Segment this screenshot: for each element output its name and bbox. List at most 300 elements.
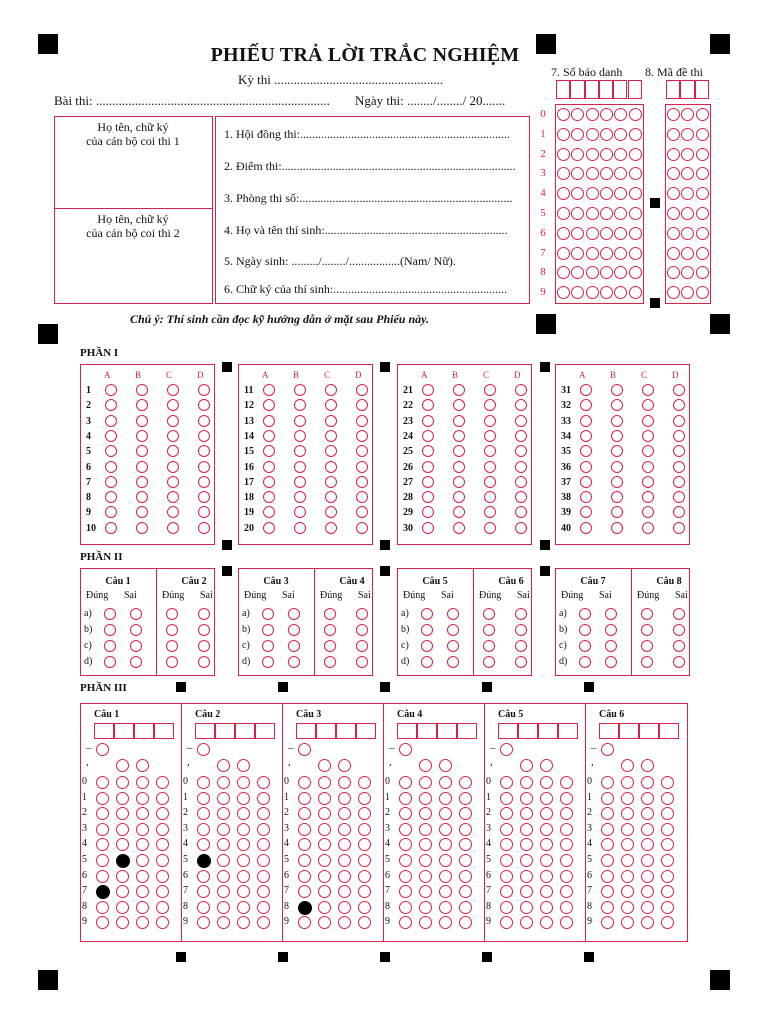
digit-bubble[interactable] (459, 823, 472, 836)
answer-bubble[interactable] (484, 491, 496, 503)
false-bubble[interactable] (288, 624, 300, 636)
digit-bubble[interactable] (419, 823, 432, 836)
answer-bubble[interactable] (105, 522, 117, 534)
answer-bubble[interactable] (198, 491, 210, 503)
answer-bubble[interactable] (642, 522, 654, 534)
answer-bubble[interactable] (642, 491, 654, 503)
digit-bubble[interactable] (257, 776, 270, 789)
digit-bubble[interactable] (641, 823, 654, 836)
answer-box[interactable] (296, 723, 316, 739)
test-code-bubble[interactable] (696, 286, 709, 299)
candidate-number-bubble[interactable] (586, 187, 599, 200)
comma-bubble[interactable] (338, 759, 351, 772)
digit-bubble[interactable] (540, 901, 553, 914)
candidate-number-bubble[interactable] (557, 148, 570, 161)
candidate-number-box[interactable] (570, 80, 584, 99)
digit-bubble[interactable] (358, 792, 371, 805)
true-bubble[interactable] (166, 608, 178, 620)
answer-bubble[interactable] (294, 476, 306, 488)
digit-bubble[interactable] (116, 792, 129, 805)
answer-bubble[interactable] (611, 461, 623, 473)
candidate-number-bubble[interactable] (600, 108, 613, 121)
true-bubble[interactable] (262, 656, 274, 668)
digit-bubble[interactable] (661, 823, 674, 836)
digit-bubble[interactable] (257, 854, 270, 867)
true-bubble[interactable] (421, 624, 433, 636)
answer-bubble[interactable] (580, 384, 592, 396)
digit-bubble[interactable] (338, 901, 351, 914)
comma-bubble[interactable] (136, 759, 149, 772)
test-code-bubble[interactable] (667, 247, 680, 260)
digit-bubble[interactable] (560, 854, 573, 867)
candidate-number-bubble[interactable] (629, 227, 642, 240)
digit-bubble[interactable] (560, 823, 573, 836)
candidate-number-bubble[interactable] (586, 207, 599, 220)
digit-bubble[interactable] (96, 792, 109, 805)
digit-bubble[interactable] (439, 823, 452, 836)
candidate-number-box[interactable] (628, 80, 642, 99)
true-bubble[interactable] (421, 608, 433, 620)
digit-bubble[interactable] (318, 792, 331, 805)
digit-bubble[interactable] (621, 901, 634, 914)
false-bubble[interactable] (130, 656, 142, 668)
true-bubble[interactable] (262, 624, 274, 636)
candidate-number-bubble[interactable] (614, 227, 627, 240)
digit-bubble[interactable] (358, 776, 371, 789)
test-code-bubble[interactable] (696, 247, 709, 260)
digit-bubble[interactable] (116, 870, 129, 883)
comma-bubble[interactable] (520, 759, 533, 772)
digit-bubble[interactable] (217, 854, 230, 867)
digit-bubble[interactable] (298, 776, 311, 789)
candidate-number-bubble[interactable] (614, 247, 627, 260)
digit-bubble[interactable] (399, 870, 412, 883)
candidate-number-bubble[interactable] (629, 128, 642, 141)
answer-bubble[interactable] (198, 415, 210, 427)
comma-bubble[interactable] (419, 759, 432, 772)
answer-bubble[interactable] (515, 430, 527, 442)
digit-bubble[interactable] (96, 823, 109, 836)
false-bubble[interactable] (198, 608, 210, 620)
digit-bubble[interactable] (116, 776, 129, 789)
answer-bubble[interactable] (580, 461, 592, 473)
minus-bubble[interactable] (298, 743, 311, 756)
true-bubble[interactable] (262, 608, 274, 620)
comma-bubble[interactable] (439, 759, 452, 772)
false-bubble[interactable] (673, 624, 685, 636)
answer-box[interactable] (336, 723, 356, 739)
answer-bubble[interactable] (294, 491, 306, 503)
digit-bubble[interactable] (439, 776, 452, 789)
comma-bubble[interactable] (641, 759, 654, 772)
answer-bubble[interactable] (325, 461, 337, 473)
answer-bubble[interactable] (136, 491, 148, 503)
digit-bubble[interactable] (338, 823, 351, 836)
comma-bubble[interactable] (540, 759, 553, 772)
digit-bubble[interactable] (197, 901, 210, 914)
true-bubble[interactable] (166, 624, 178, 636)
digit-bubble[interactable] (601, 823, 614, 836)
digit-bubble[interactable] (217, 823, 230, 836)
answer-bubble[interactable] (611, 415, 623, 427)
answer-bubble[interactable] (294, 384, 306, 396)
true-bubble[interactable] (421, 656, 433, 668)
true-bubble[interactable] (483, 608, 495, 620)
digit-bubble[interactable] (399, 901, 412, 914)
answer-bubble[interactable] (356, 461, 368, 473)
answer-bubble[interactable] (263, 491, 275, 503)
true-bubble[interactable] (483, 640, 495, 652)
candidate-number-bubble[interactable] (629, 247, 642, 260)
digit-bubble[interactable] (439, 854, 452, 867)
digit-bubble[interactable] (520, 854, 533, 867)
false-bubble[interactable] (605, 640, 617, 652)
answer-bubble[interactable] (515, 461, 527, 473)
false-bubble[interactable] (198, 640, 210, 652)
digit-bubble[interactable] (298, 870, 311, 883)
digit-bubble[interactable] (399, 854, 412, 867)
digit-bubble[interactable] (217, 776, 230, 789)
answer-bubble[interactable] (673, 461, 685, 473)
info-field-signature[interactable]: 6. Chữ ký của thí sinh:.......................................................... (224, 282, 508, 296)
false-bubble[interactable] (673, 656, 685, 668)
digit-bubble[interactable] (621, 870, 634, 883)
info-field-room[interactable]: 3. Phòng thi số:....................................................................... (224, 191, 513, 205)
answer-bubble[interactable] (356, 384, 368, 396)
digit-bubble[interactable] (156, 792, 169, 805)
digit-bubble[interactable] (197, 776, 210, 789)
digit-bubble[interactable] (358, 854, 371, 867)
comma-bubble[interactable] (318, 759, 331, 772)
false-bubble[interactable] (356, 624, 368, 636)
digit-bubble[interactable] (560, 776, 573, 789)
true-bubble[interactable] (166, 640, 178, 652)
candidate-number-box[interactable] (556, 80, 570, 99)
true-bubble[interactable] (104, 656, 116, 668)
true-bubble[interactable] (324, 656, 336, 668)
candidate-number-bubble[interactable] (600, 227, 613, 240)
minus-bubble[interactable] (601, 743, 614, 756)
info-field-site[interactable]: 2. Điểm thi:.............................................................................. (224, 159, 516, 173)
digit-bubble[interactable] (459, 792, 472, 805)
answer-bubble[interactable] (198, 476, 210, 488)
digit-bubble[interactable] (601, 870, 614, 883)
answer-bubble[interactable] (167, 461, 179, 473)
answer-bubble[interactable] (167, 415, 179, 427)
answer-bubble[interactable] (453, 491, 465, 503)
answer-bubble[interactable] (105, 415, 117, 427)
true-bubble[interactable] (421, 640, 433, 652)
answer-bubble[interactable] (263, 461, 275, 473)
answer-box[interactable] (619, 723, 639, 739)
digit-bubble[interactable] (500, 776, 513, 789)
exam-date-field[interactable]: Ngày thi: ......../......../ 20....... (355, 93, 506, 108)
answer-box[interactable] (518, 723, 538, 739)
answer-bubble[interactable] (515, 522, 527, 534)
true-bubble[interactable] (641, 656, 653, 668)
answer-bubble[interactable] (642, 461, 654, 473)
candidate-number-bubble[interactable] (586, 128, 599, 141)
digit-bubble[interactable] (257, 792, 270, 805)
answer-bubble[interactable] (136, 415, 148, 427)
minus-bubble[interactable] (399, 743, 412, 756)
digit-bubble[interactable] (318, 854, 331, 867)
false-bubble[interactable] (130, 640, 142, 652)
digit-bubble[interactable] (257, 870, 270, 883)
answer-bubble[interactable] (453, 522, 465, 534)
answer-bubble[interactable] (263, 476, 275, 488)
true-bubble[interactable] (104, 640, 116, 652)
filled-bubble[interactable] (197, 854, 211, 868)
answer-bubble[interactable] (167, 384, 179, 396)
answer-box[interactable] (316, 723, 336, 739)
digit-bubble[interactable] (399, 776, 412, 789)
answer-bubble[interactable] (198, 461, 210, 473)
answer-bubble[interactable] (294, 430, 306, 442)
digit-bubble[interactable] (419, 901, 432, 914)
comma-bubble[interactable] (621, 759, 634, 772)
digit-bubble[interactable] (197, 823, 210, 836)
false-bubble[interactable] (515, 608, 527, 620)
digit-bubble[interactable] (96, 854, 109, 867)
filled-bubble[interactable] (116, 854, 130, 868)
answer-bubble[interactable] (642, 415, 654, 427)
answer-bubble[interactable] (673, 522, 685, 534)
false-bubble[interactable] (605, 656, 617, 668)
false-bubble[interactable] (288, 640, 300, 652)
digit-bubble[interactable] (661, 901, 674, 914)
answer-bubble[interactable] (105, 491, 117, 503)
candidate-number-bubble[interactable] (571, 247, 584, 260)
answer-box[interactable] (538, 723, 558, 739)
answer-bubble[interactable] (611, 522, 623, 534)
digit-bubble[interactable] (419, 870, 432, 883)
answer-bubble[interactable] (673, 415, 685, 427)
test-code-box[interactable] (666, 80, 680, 99)
test-code-box[interactable] (680, 80, 694, 99)
test-code-bubble[interactable] (667, 207, 680, 220)
false-bubble[interactable] (198, 656, 210, 668)
digit-bubble[interactable] (500, 792, 513, 805)
digit-bubble[interactable] (298, 792, 311, 805)
digit-bubble[interactable] (439, 792, 452, 805)
digit-bubble[interactable] (136, 792, 149, 805)
answer-bubble[interactable] (325, 384, 337, 396)
candidate-number-bubble[interactable] (629, 187, 642, 200)
digit-bubble[interactable] (156, 823, 169, 836)
digit-bubble[interactable] (197, 870, 210, 883)
answer-box[interactable] (154, 723, 174, 739)
true-bubble[interactable] (324, 624, 336, 636)
digit-bubble[interactable] (459, 901, 472, 914)
candidate-number-bubble[interactable] (600, 207, 613, 220)
digit-bubble[interactable] (358, 870, 371, 883)
answer-box[interactable] (215, 723, 235, 739)
true-bubble[interactable] (483, 624, 495, 636)
candidate-number-bubble[interactable] (629, 207, 642, 220)
false-bubble[interactable] (356, 608, 368, 620)
answer-bubble[interactable] (453, 430, 465, 442)
answer-bubble[interactable] (263, 430, 275, 442)
digit-bubble[interactable] (661, 792, 674, 805)
answer-bubble[interactable] (263, 415, 275, 427)
digit-bubble[interactable] (116, 823, 129, 836)
digit-bubble[interactable] (621, 792, 634, 805)
answer-bubble[interactable] (136, 430, 148, 442)
answer-bubble[interactable] (580, 476, 592, 488)
digit-bubble[interactable] (641, 870, 654, 883)
exam-name-field[interactable]: Kỳ thi .................................................... (238, 72, 444, 87)
comma-bubble[interactable] (116, 759, 129, 772)
false-bubble[interactable] (130, 608, 142, 620)
answer-bubble[interactable] (198, 430, 210, 442)
false-bubble[interactable] (288, 608, 300, 620)
answer-bubble[interactable] (136, 522, 148, 534)
answer-bubble[interactable] (673, 491, 685, 503)
digit-bubble[interactable] (116, 901, 129, 914)
answer-box[interactable] (195, 723, 215, 739)
digit-bubble[interactable] (156, 854, 169, 867)
answer-bubble[interactable] (673, 384, 685, 396)
true-bubble[interactable] (579, 608, 591, 620)
test-code-bubble[interactable] (681, 247, 694, 260)
digit-bubble[interactable] (419, 854, 432, 867)
digit-bubble[interactable] (136, 854, 149, 867)
answer-box[interactable] (599, 723, 619, 739)
digit-bubble[interactable] (601, 792, 614, 805)
answer-bubble[interactable] (167, 491, 179, 503)
digit-bubble[interactable] (641, 901, 654, 914)
digit-bubble[interactable] (237, 870, 250, 883)
test-code-bubble[interactable] (696, 108, 709, 121)
false-bubble[interactable] (447, 608, 459, 620)
digit-bubble[interactable] (520, 776, 533, 789)
answer-box[interactable] (457, 723, 477, 739)
answer-bubble[interactable] (356, 476, 368, 488)
digit-bubble[interactable] (459, 776, 472, 789)
candidate-number-bubble[interactable] (629, 286, 642, 299)
answer-box[interactable] (114, 723, 134, 739)
true-bubble[interactable] (324, 640, 336, 652)
answer-bubble[interactable] (611, 491, 623, 503)
answer-bubble[interactable] (294, 522, 306, 534)
candidate-number-bubble[interactable] (614, 128, 627, 141)
comma-bubble[interactable] (217, 759, 230, 772)
digit-bubble[interactable] (520, 870, 533, 883)
candidate-number-box[interactable] (599, 80, 613, 99)
answer-bubble[interactable] (580, 430, 592, 442)
candidate-number-bubble[interactable] (614, 148, 627, 161)
test-code-bubble[interactable] (681, 148, 694, 161)
answer-box[interactable] (498, 723, 518, 739)
test-code-bubble[interactable] (667, 108, 680, 121)
answer-bubble[interactable] (422, 476, 434, 488)
answer-bubble[interactable] (515, 384, 527, 396)
answer-bubble[interactable] (642, 384, 654, 396)
info-field-council[interactable]: 1. Hội đồng thi:...................................................................... (224, 127, 511, 141)
answer-bubble[interactable] (356, 491, 368, 503)
digit-bubble[interactable] (500, 823, 513, 836)
digit-bubble[interactable] (661, 870, 674, 883)
true-bubble[interactable] (166, 656, 178, 668)
answer-bubble[interactable] (422, 384, 434, 396)
digit-bubble[interactable] (257, 823, 270, 836)
test-code-bubble[interactable] (667, 227, 680, 240)
answer-bubble[interactable] (325, 491, 337, 503)
digit-bubble[interactable] (601, 901, 614, 914)
true-bubble[interactable] (262, 640, 274, 652)
test-code-bubble[interactable] (696, 187, 709, 200)
digit-bubble[interactable] (318, 870, 331, 883)
false-bubble[interactable] (356, 656, 368, 668)
candidate-number-box[interactable] (585, 80, 599, 99)
candidate-number-bubble[interactable] (586, 266, 599, 279)
test-code-bubble[interactable] (696, 148, 709, 161)
answer-bubble[interactable] (484, 522, 496, 534)
answer-bubble[interactable] (105, 430, 117, 442)
digit-bubble[interactable] (641, 792, 654, 805)
false-bubble[interactable] (198, 624, 210, 636)
test-code-box[interactable] (695, 80, 709, 99)
digit-bubble[interactable] (601, 854, 614, 867)
candidate-number-bubble[interactable] (557, 108, 570, 121)
digit-bubble[interactable] (540, 823, 553, 836)
digit-bubble[interactable] (96, 870, 109, 883)
false-bubble[interactable] (515, 640, 527, 652)
answer-box[interactable] (235, 723, 255, 739)
digit-bubble[interactable] (540, 792, 553, 805)
digit-bubble[interactable] (500, 854, 513, 867)
candidate-number-bubble[interactable] (586, 227, 599, 240)
digit-bubble[interactable] (136, 901, 149, 914)
answer-bubble[interactable] (136, 476, 148, 488)
answer-bubble[interactable] (611, 430, 623, 442)
digit-bubble[interactable] (358, 901, 371, 914)
answer-box[interactable] (255, 723, 275, 739)
true-bubble[interactable] (483, 656, 495, 668)
digit-bubble[interactable] (136, 870, 149, 883)
answer-bubble[interactable] (515, 415, 527, 427)
answer-box[interactable] (437, 723, 457, 739)
answer-bubble[interactable] (515, 476, 527, 488)
answer-box[interactable] (397, 723, 417, 739)
digit-bubble[interactable] (641, 854, 654, 867)
answer-bubble[interactable] (167, 430, 179, 442)
answer-bubble[interactable] (356, 415, 368, 427)
digit-bubble[interactable] (601, 776, 614, 789)
digit-bubble[interactable] (399, 792, 412, 805)
answer-box[interactable] (134, 723, 154, 739)
digit-bubble[interactable] (237, 792, 250, 805)
candidate-number-bubble[interactable] (586, 286, 599, 299)
digit-bubble[interactable] (358, 823, 371, 836)
answer-bubble[interactable] (356, 430, 368, 442)
digit-bubble[interactable] (217, 870, 230, 883)
test-code-bubble[interactable] (696, 207, 709, 220)
true-bubble[interactable] (104, 608, 116, 620)
answer-bubble[interactable] (263, 384, 275, 396)
true-bubble[interactable] (579, 624, 591, 636)
digit-bubble[interactable] (520, 901, 533, 914)
candidate-number-bubble[interactable] (629, 266, 642, 279)
test-code-bubble[interactable] (667, 148, 680, 161)
answer-bubble[interactable] (642, 476, 654, 488)
digit-bubble[interactable] (560, 901, 573, 914)
digit-bubble[interactable] (318, 776, 331, 789)
false-bubble[interactable] (515, 656, 527, 668)
digit-bubble[interactable] (338, 776, 351, 789)
answer-bubble[interactable] (484, 415, 496, 427)
